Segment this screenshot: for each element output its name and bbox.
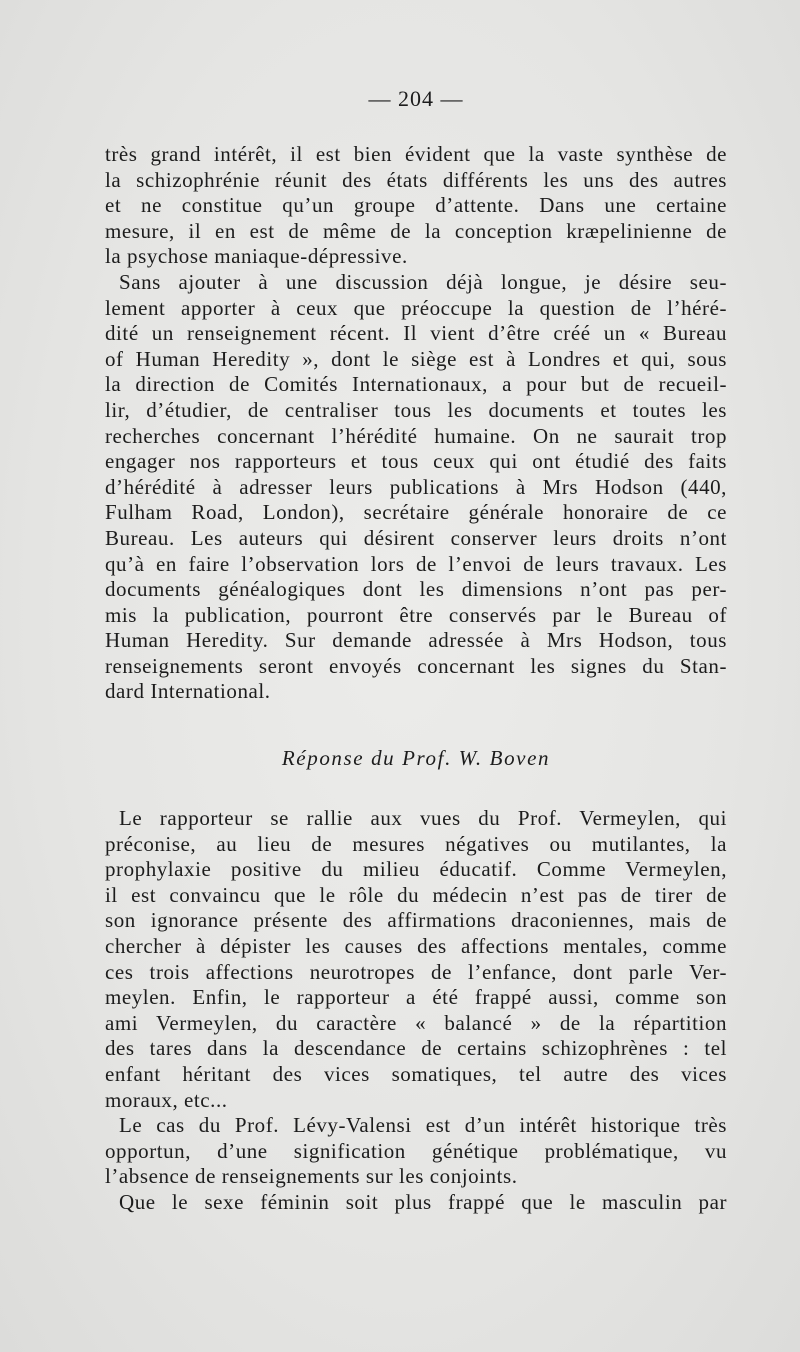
paragraph-4 [105, 1113, 727, 1190]
text-line: la direction de Comités Internationaux, a pour but de recueil- [105, 372, 727, 397]
text-line: engager nos rapporteurs et tous ceux qui ont étudié des faits [105, 449, 727, 474]
text-line: recherches concernant l’hérédité humaine. On ne saurait trop [105, 423, 727, 448]
paragraph-3 [105, 806, 727, 1113]
paragraph-1 [105, 142, 727, 270]
text-line: opportun, d’une signification génétique problématique, vu [105, 1138, 727, 1163]
text-line: Le cas du Prof. Lévy-Valensi est d’un intérêt historique très [119, 1113, 727, 1138]
page-number: — 204 — [368, 86, 464, 111]
text-line: ami Vermeylen, du caractère « balancé » de la répartition [105, 1010, 727, 1035]
text-line: dard International. [105, 679, 271, 704]
text-line: prophylaxie positive du milieu éducatif. Comme Vermeylen, [105, 857, 727, 882]
text-line: préconise, au lieu de mesures négatives ou mutilantes, la [105, 831, 727, 856]
text-line: lir, d’étudier, de centraliser tous les documents et toutes les [105, 397, 727, 422]
text-line: Que le sexe féminin soit plus frappé que le masculin par [119, 1189, 727, 1214]
text-line: dité un renseignement récent. Il vient d’être créé un « Bureau [105, 321, 727, 346]
text-line: qu’à en faire l’observation lors de l’envoi de leurs travaux. Les [105, 551, 727, 576]
text-line: chercher à dépister les causes des affections mentales, comme [105, 933, 727, 958]
text-line: et ne constitue qu’un groupe d’attente. Dans une certaine [105, 193, 727, 218]
text-line: l’absence de renseignements sur les conjoints. [105, 1164, 518, 1189]
text-line: meylen. Enfin, le rapporteur a été frappé aussi, comme son [105, 985, 727, 1010]
text-line: des tares dans la descendance de certains schizophrènes : tel [105, 1036, 727, 1061]
text-line: renseignements seront envoyés concernant les signes du Stan- [105, 653, 727, 678]
paragraph-5 [105, 1190, 727, 1216]
section-title: Réponse du Prof. W. Boven [281, 746, 551, 770]
text-line: d’hérédité à adresser leurs publications à Mrs Hodson (440, [105, 474, 727, 499]
text-line: Le rapporteur se rallie aux vues du Prof. Vermeylen, qui [119, 806, 727, 830]
text-line: la psychose maniaque-dépressive. [105, 244, 408, 269]
text-block-upper [105, 142, 727, 705]
text-line: Sans ajouter à une discussion déjà longue, je désire seu- [119, 269, 727, 294]
text-line: la schizophrénie réunit des états différents les uns des autres [105, 167, 727, 192]
text-line: Human Heredity. Sur demande adressée à Mrs Hodson, tous [105, 628, 727, 653]
text-line: lement apporter à ceux que préoccupe la question de l’héré- [105, 295, 727, 320]
text-line: son ignorance présente des affirmations draconiennes, mais de [105, 908, 727, 933]
text-line: Fulham Road, London), secrétaire générale honoraire de ce [105, 500, 727, 525]
text-line: of Human Heredity », dont le siège est à Londres et qui, sous [105, 346, 727, 371]
text-line: Bureau. Les auteurs qui désirent conserver leurs droits n’ont [105, 525, 727, 550]
text-line: enfant héritant des vices somatiques, tel autre des vices [105, 1061, 727, 1086]
text-line: ces trois affections neurotropes de l’enfance, dont parle Ver- [105, 959, 727, 984]
text-line: il est convaincu que le rôle du médecin n’est pas de tirer de [105, 882, 727, 907]
text-line: très grand intérêt, il est bien évident que la vaste synthèse de [105, 142, 727, 166]
text-line: documents généalogiques dont les dimensions n’ont pas per- [105, 577, 727, 602]
text-block-lower [105, 806, 727, 1216]
paragraph-2 [105, 270, 727, 705]
text-line: mesure, il en est de même de la conception kræpelinienne de [105, 218, 727, 243]
text-line: moraux, etc... [105, 1087, 228, 1112]
text-line: mis la publication, pourront être conservés par le Bureau of [105, 602, 727, 627]
